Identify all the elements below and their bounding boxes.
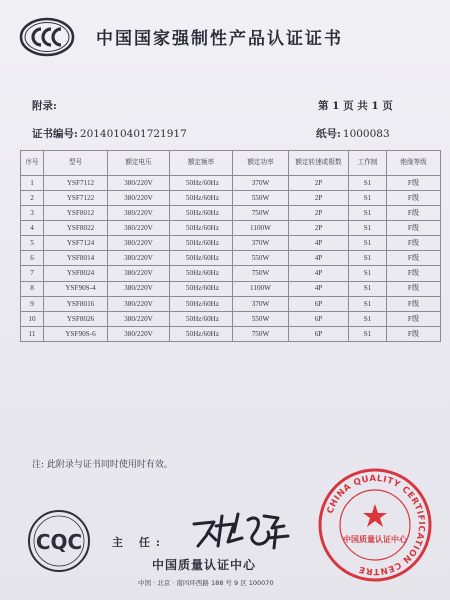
- page-info: 第 1 页 共 1 页: [318, 100, 393, 112]
- cell-power: 370W: [233, 176, 289, 191]
- cell-frequency: 50Hz/60Hz: [170, 296, 233, 311]
- cell-duty: S1: [349, 296, 387, 311]
- cell-poles: 4P: [289, 236, 349, 251]
- cell-poles: 2P: [289, 221, 349, 236]
- col-header-duty: 工作制: [349, 151, 387, 176]
- cell-voltage: 380/220V: [108, 281, 170, 296]
- cell-poles: 4P: [289, 251, 349, 266]
- cell-power: 1100W: [233, 221, 289, 236]
- cell-insulation: F级: [387, 221, 441, 236]
- cqc-logo-text: CQC: [35, 530, 83, 554]
- col-header-insulation: 绝缘等级: [387, 151, 441, 176]
- table-row: [21, 296, 441, 311]
- cell-voltage: 380/220V: [108, 326, 170, 341]
- cell-duty: S1: [349, 176, 387, 191]
- cell-frequency: 50Hz/60Hz: [170, 281, 233, 296]
- signer-label: 主 任:: [112, 536, 166, 549]
- col-header-frequency: 额定频率: [170, 151, 233, 176]
- cell-model: YSF90S-6: [44, 326, 108, 341]
- ccc-logo-icon: [18, 16, 76, 58]
- table-row: [21, 266, 441, 281]
- cell-poles: 6P: [289, 311, 349, 326]
- cell-power: 750W: [233, 326, 289, 341]
- cell-power: 750W: [233, 266, 289, 281]
- cell-index: 3: [21, 206, 44, 221]
- cell-index: 1: [21, 176, 44, 191]
- cell-index: 4: [21, 221, 44, 236]
- seal-outer-text: CHINA QUALITY CERTIFICATION CENTRE: [325, 473, 427, 577]
- cell-voltage: 380/220V: [108, 311, 170, 326]
- cell-duty: S1: [349, 191, 387, 206]
- col-header-power: 额定功率: [233, 151, 289, 176]
- col-header-speed-poles: 额定转速或极数: [289, 151, 349, 176]
- paper-number-label: 纸号:: [316, 128, 341, 140]
- cell-voltage: 380/220V: [108, 176, 170, 191]
- cell-voltage: 380/220V: [108, 266, 170, 281]
- cell-frequency: 50Hz/60Hz: [170, 251, 233, 266]
- cell-frequency: 50Hz/60Hz: [170, 326, 233, 341]
- cell-poles: 6P: [289, 326, 349, 341]
- cell-poles: 4P: [289, 281, 349, 296]
- cell-insulation: F级: [387, 176, 441, 191]
- cell-power: 550W: [233, 311, 289, 326]
- paper-number: [316, 126, 390, 141]
- cell-poles: 4P: [289, 266, 349, 281]
- cell-frequency: 50Hz/60Hz: [170, 221, 233, 236]
- cell-duty: S1: [349, 236, 387, 251]
- cell-poles: 2P: [289, 206, 349, 221]
- table-row: [21, 311, 441, 326]
- cell-model: YSF7112: [44, 176, 108, 191]
- cell-index: 7: [21, 266, 44, 281]
- cell-voltage: 380/220V: [108, 191, 170, 206]
- col-header-model: 型号: [44, 151, 108, 176]
- paper-number-value: 1000083: [342, 128, 390, 140]
- cell-insulation: F级: [387, 236, 441, 251]
- table-row: [21, 251, 441, 266]
- issuer-address: 中国 · 北京 · 南四环西路 188 号 9 区 100070: [138, 579, 274, 587]
- cell-duty: S1: [349, 206, 387, 221]
- cqc-logo-icon: [22, 508, 96, 574]
- model-table: [20, 150, 441, 342]
- table-row: [21, 236, 441, 251]
- cell-index: 9: [21, 296, 44, 311]
- cell-model: YSF8014: [44, 251, 108, 266]
- cell-poles: 2P: [289, 176, 349, 191]
- cell-power: 370W: [233, 296, 289, 311]
- cell-voltage: 380/220V: [108, 206, 170, 221]
- table-row: [21, 281, 441, 296]
- cell-model: YSF8012: [44, 206, 108, 221]
- cell-power: 1100W: [233, 281, 289, 296]
- validity-note: 注: 此附录与证书同时使用时有效。: [32, 460, 173, 470]
- table-row: [21, 176, 441, 191]
- col-header-voltage: 额定电压: [108, 151, 170, 176]
- cell-power: 750W: [233, 206, 289, 221]
- cell-model: YSF8022: [44, 221, 108, 236]
- cert-number: [32, 126, 187, 141]
- cell-index: 5: [21, 236, 44, 251]
- cell-insulation: F级: [387, 311, 441, 326]
- cell-voltage: 380/220V: [108, 221, 170, 236]
- cell-model: YSF7122: [44, 191, 108, 206]
- cell-model: YSF90S-4: [44, 281, 108, 296]
- cell-insulation: F级: [387, 191, 441, 206]
- cell-insulation: F级: [387, 206, 441, 221]
- cell-model: YSF8016: [44, 296, 108, 311]
- cell-power: 550W: [233, 191, 289, 206]
- official-seal-icon: [316, 466, 434, 584]
- cell-insulation: F级: [387, 281, 441, 296]
- table-header-row: [21, 151, 441, 176]
- cell-poles: 2P: [289, 191, 349, 206]
- cert-number-value: 2014010401721917: [79, 128, 187, 140]
- cell-power: 370W: [233, 236, 289, 251]
- cell-power: 550W: [233, 251, 289, 266]
- cell-duty: S1: [349, 251, 387, 266]
- table-row: [21, 191, 441, 206]
- cell-voltage: 380/220V: [108, 296, 170, 311]
- cell-index: 11: [21, 326, 44, 341]
- table-row: [21, 221, 441, 236]
- cell-insulation: F级: [387, 266, 441, 281]
- cell-index: 10: [21, 311, 44, 326]
- table-row: [21, 326, 441, 341]
- cert-number-label: 证书编号:: [32, 128, 78, 140]
- attachment-label: 附录:: [32, 100, 57, 112]
- issuer-name: 中国质量认证中心: [152, 558, 257, 572]
- cell-model: YSF8024: [44, 266, 108, 281]
- cell-insulation: F级: [387, 326, 441, 341]
- cell-frequency: 50Hz/60Hz: [170, 191, 233, 206]
- cell-insulation: F级: [387, 296, 441, 311]
- col-header-index: 序号: [21, 151, 44, 176]
- cell-poles: 6P: [289, 296, 349, 311]
- cell-model: YSF7124: [44, 236, 108, 251]
- table-row: [21, 206, 441, 221]
- cell-duty: S1: [349, 326, 387, 341]
- cell-duty: S1: [349, 281, 387, 296]
- cell-index: 2: [21, 191, 44, 206]
- cell-index: 8: [21, 281, 44, 296]
- signature-icon: [188, 506, 298, 554]
- certificate-title: 中国国家强制性产品认证证书: [96, 29, 343, 49]
- cell-voltage: 380/220V: [108, 236, 170, 251]
- cell-duty: S1: [349, 221, 387, 236]
- cell-index: 6: [21, 251, 44, 266]
- cell-model: YSF8026: [44, 311, 108, 326]
- cell-frequency: 50Hz/60Hz: [170, 176, 233, 191]
- cell-frequency: 50Hz/60Hz: [170, 266, 233, 281]
- svg-text:CHINA QUALITY CERTIFICATION CE: [326, 474, 426, 576]
- cell-frequency: 50Hz/60Hz: [170, 236, 233, 251]
- cell-duty: S1: [349, 311, 387, 326]
- cell-frequency: 50Hz/60Hz: [170, 206, 233, 221]
- cell-duty: S1: [349, 266, 387, 281]
- cell-voltage: 380/220V: [108, 251, 170, 266]
- seal-inner-text: 中国质量认证中心: [343, 535, 407, 544]
- cell-insulation: F级: [387, 251, 441, 266]
- cell-frequency: 50Hz/60Hz: [170, 311, 233, 326]
